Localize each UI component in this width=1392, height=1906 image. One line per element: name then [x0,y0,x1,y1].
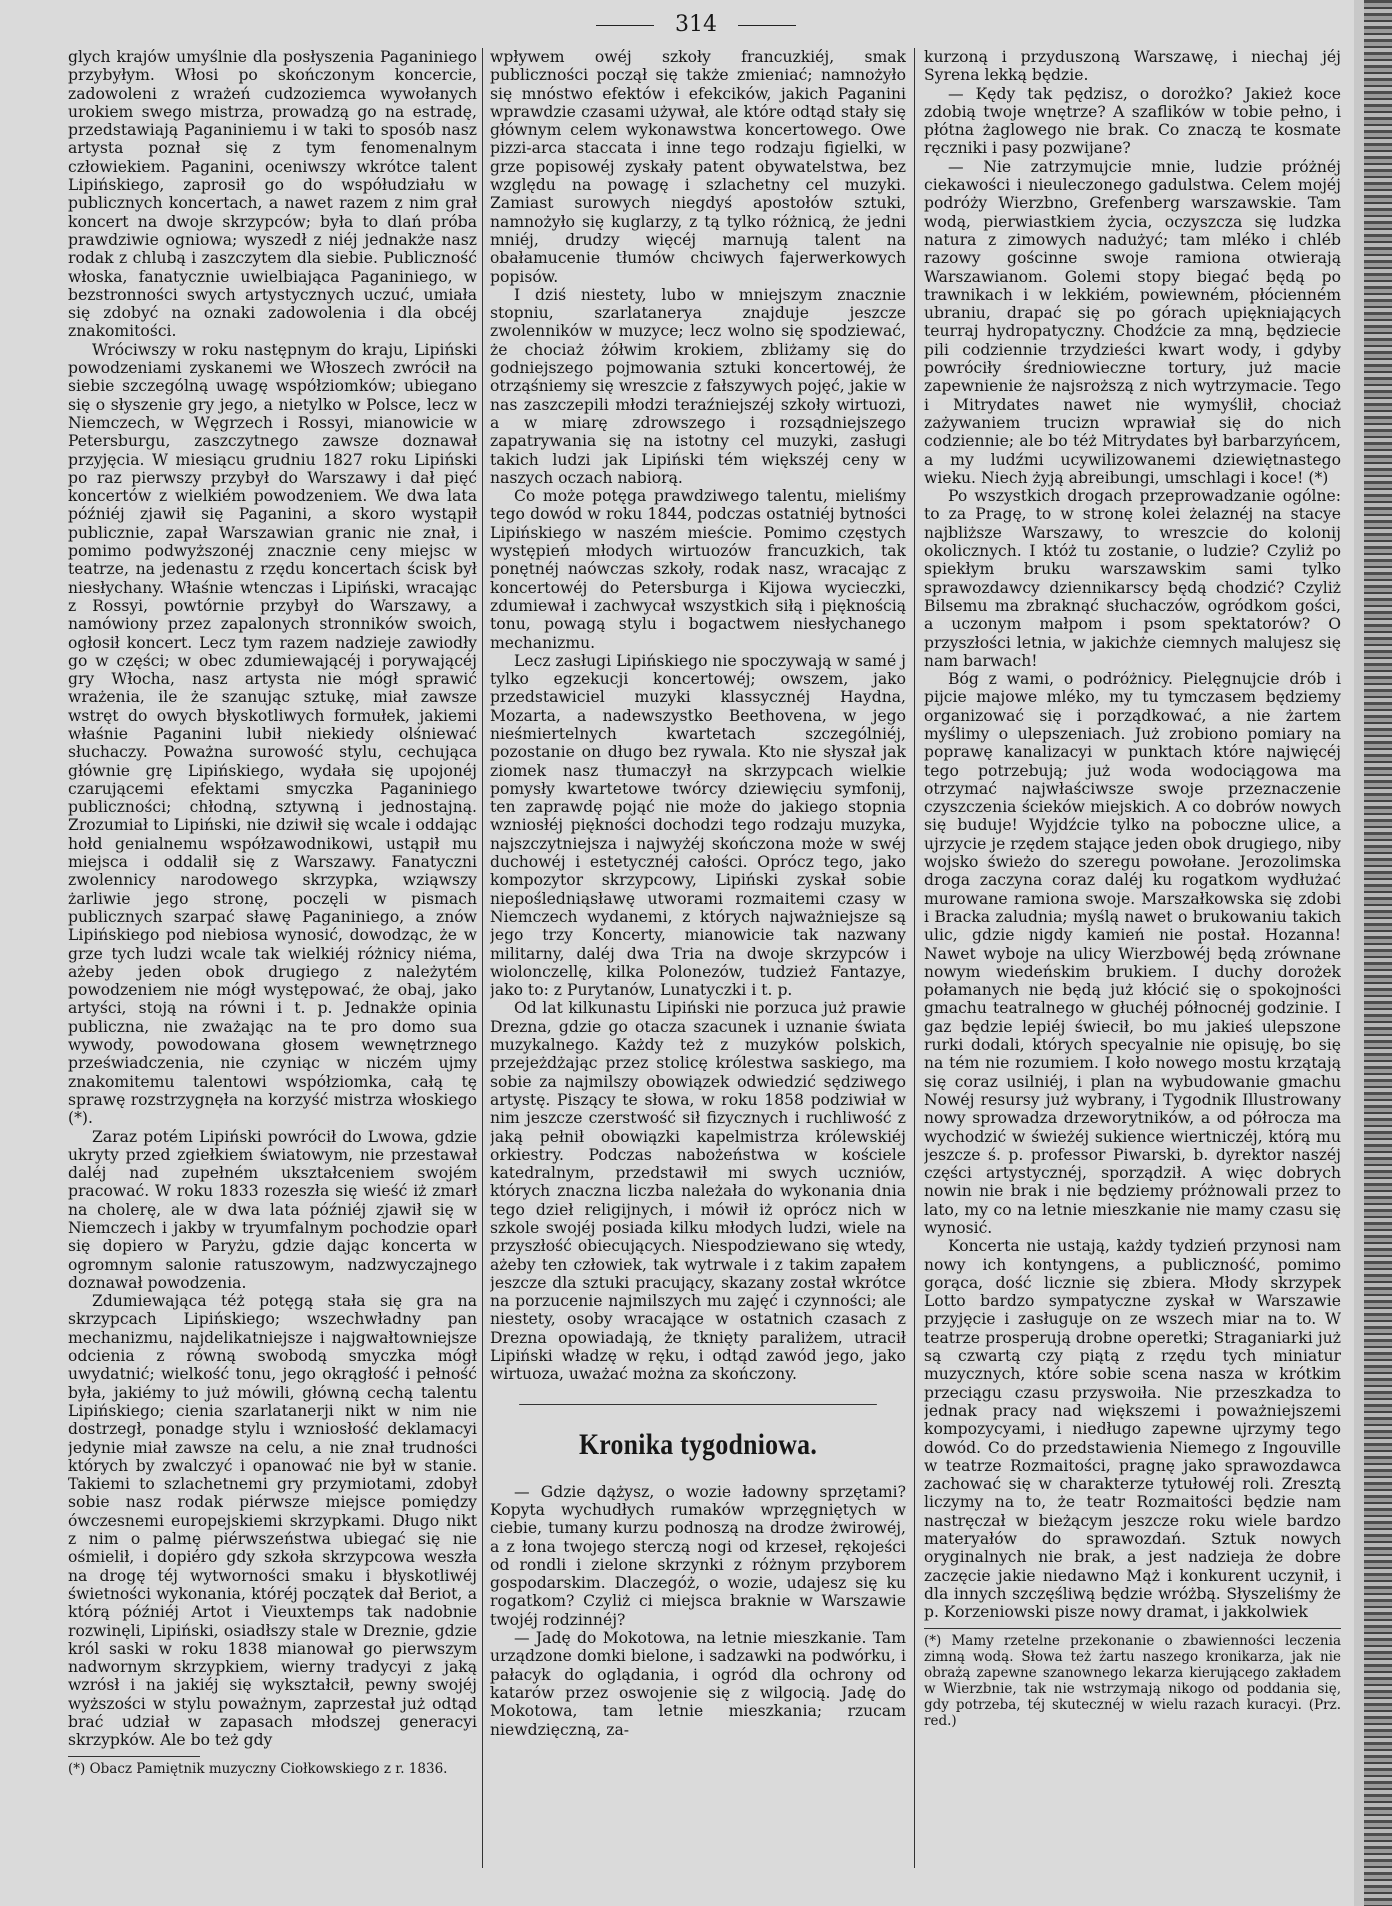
paragraph: wpływem owéj szkoły francuzkiéj, smak publiczności począł się także zmieniać; namnożyło się mnóstwo efektów i efekcików, jakich Paganini wprawdzie czasami używał, ale które odtąd stały się głównym celem wykonawstwa koncertowego. Owe pizzi-arca staccata i inne tego rodzaju figielki, w grze popisowéj zyskały patent obywatelstwa, bez względu na powagę i szlachetny cel muzyki. Zamiast surowych niegdyś apostołów sztuki, namnożyło się kuglarzy, z tą tylko różnicą, że jedni mniéj, drudzy więcéj marnują talent na obałamucenie tłumów chciwych fajerwerkowych popisów. [490,48,906,286]
paragraph: Od lat kilkunastu Lipiński nie porzuca już prawie Drezna, gdzie go otacza szacunek i uznanie świata muzykalnego. Każdy też z muzyków polskich, przejeżdżając przez stolicę królestwa saskiego, ma sobie za najmilszy obowiązek odwiedzić sędziwego artystę. Piszący te słowa, w roku 1858 podziwiał w nim jeszcze czerstwość sił fizycznych i ruchliwość z jaką pełnił obowiązki kapelmistrza królewskiéj orkiestry. Podczas nabożeństwa w kościele katedralnym, przedstawił mi swych uczniów, których znaczna liczba należała do wykonania dnia tego dzieł religijnych, i mówił iż oprócz nich w szkole swojéj posiada kilku młodych ludzi, wiele na przyszłość obiecujących. Niespodziewano się wtedy, ażeby ten człowiek, tak wytrwale i z takim zapałem jeszcze dla sztuki pracujący, skazany został wkrótce na porzucenie najmilszych mu zajęć i czynności; ale niestety, osoby wracające w ostatnich czasach z Drezna opowiadają, że tknięty paraliżem, utracił Lipiński władzę w ręku, i odtąd zawód jego, jako wirtuoza, uważać można za skończony. [490,999,906,1384]
paragraph: — Kędy tak pędzisz, o dorożko? Jakież koce zdobią twoje wnętrze? A szaflików w tobie pełno, i płótna żaglowego nie brak. Co znaczą te kosmate ręczniki i pasy pozwijane? [924,84,1341,158]
paragraph: Zdumiewająca téż potęgą stała się gra na skrzypcach Lipińskiego; wszechwładny pan mechanizmu, najdelikatniejsze i najgwałtowniejsze odcienia z równą swobodą smyczka mógł uwydatnić; wielkość tonu, jego okrągłość i pełność była, jakiémy to już mówili, główną cechą talentu Lipińskiego; cienia szarlatanerji nikt w nim nie dostrzegł, ponadge stylu i wzniosłość deklamacyi jedynie miał zawsze na celu, a nie znał trudności których by zwalczyć i opanować nie był w stanie. Takiemi to szlachetnemi gry przymiotami, zdobył sobie nasz rodak piérwsze miejsce pomiędzy ówczesnemi europejskiemi skrzypkami. Długo nikt z nim o palmę piérwszeństwa ubiegać się nie ośmielił, i dopiéro gdy szkoła skrzypcowa weszła na drogę téj wytworności smaku i błyskotliwéj świetności wykonania, któréj początek dał Beriot, a którą późniéj Artot i Vieuxtemps tak nadobnie rozwinęli, Lipiński, osiadłszy stale w Dreznie, gdzie król saski w roku 1838 mianował go pierwszym nadwornym skrzypkiem, wierny tradycyi z jaką wzrósł i na jakiéj się wykształcił, pewny swojéj wyższości w stylu poważnym, zaprzestał już odtąd brać udział w zapasach młodszej generacyi skrzypków. Ale bo też gdy [68,1292,477,1750]
header-dash-left [596,25,654,26]
paragraph: Wróciwszy w roku następnym do kraju, Lipiński powodzeniami zyskanemi we Włoszech zwrócił na siebie szczególną uwagę współziomków; ubiegano się o słyszenie gry jego, a nietylko w Polsce, lecz w Niemczech, w Węgrzech i Rossyi, mianowicie w Petersburgu, zaszczytnego zawsze doznawał przyjęcia. W miesiącu grudniu 1827 roku Lipiński po raz pierwszy przybył do Warszawy i dał pięć koncertów z wielkiém powodzeniem. We dwa lata późniéj zjawił się Paganini, a skoro wystąpił publicznie, zapał Warszawian granic nie znał, i pomimo podwyższonéj znacznie ceny miejsc w teatrze, na jedenastu z rzędu koncertach ścisk był niesłychany. Właśnie wtenczas i Lipiński, wracając z Rossyi, powtórnie przybył do Warszawy, a namówiony przez zapalonych stronników swoich, ogłosił koncert. Lecz tym razem nadzieje zawiodły go w części; w obec zdumiewającéj i porywającéj gry Włocha, nasz artysta nie mógł sprawić wrażenia, ile że szanując sztukę, miał zawsze wstręt do owych błyskotliwych formułek, jakiemi właśnie Paganini lubił niekiedy olśniewać słuchaczy. Poważna surowość stylu, cechująca głównie grę Lipińskiego, wydała się upojonéj czarującemi efektami smyczka Paganiniego publiczności; chłodną, sztywną i jednostajną. Zrozumiał to Lipiński, nie dziwił się wcale i oddając hołd genialnemu współzawodnikowi, ustąpił mu miejsca i oddalił się z Warszawy. Fanatyczni zwolennicy narodowego skrzypka, wziąwszy żarliwie jego stronę, poczęli w pismach publicznych szarpać sławę Paganiniego, a znów Lipińskiego pod niebiosa wynosić, dowodząc, że w grze tych ludzi wcale tak wielkiéj różnicy niéma, ażeby jeden obok drugiego z należytém powodzeniem nie mógł występować, że obaj, jako artyści, stoją na równi i t. p. Jednakże opinia publiczna, nie zważając na te pro domo sua wywody, powodowana głosem wewnętrznego przeświadczenia, nie czyniąc w niczém ujmy znakomitemu talentowi współziomka, całą tę sprawę rozstrzygnęła na korzyść mistrza włoskiego (*). [68,340,477,1128]
paragraph: Koncerta nie ustają, każdy tydzień przynosi nam nowy ich kontyngens, a publiczność, pomimo gorąca, dość licznie się zbiera. Młody skrzypek Lotto bardzo sympatyczne zyskał w Warszawie przyjęcie i zasługuje on ze wszech miar na to. W teatrze prosperują drobne operetki; Straganiarki już są czwartą czy piątą z rzędu tych miniatur muzycznych, które sobie scena nasza w krótkim przeciągu czasu przyswoiła. Nie przeszkadza to jednak pracy nad większemi i poważniejszemi kompozycyami, i niedługo zapewne ujrzymy tego dowód. Co do przedstawienia Niemego z Ingouville w teatrze Rozmaitości, pragnę jako sprawozdawca zachować się w charakterze tytułowéj roli. Zresztą liczymy na to, że teatr Rozmaitości będzie nam nastręczał w bieżącym jeszcze roku wiele bardzo materyałów do sprawozdań. Sztuk nowych oryginalnych nie brak, a jest nadzieja że dobre zaczęcie jakie niedawno Mąż i konkurent uczynił, i dla innych szczęśliwą będzie wróżbą. Słyszeliśmy że p. Korzeniowski pisze nowy dramat, i jakkolwiek [924,1237,1341,1622]
paragraph: Bóg z wami, o podróżnicy. Pielęgnujcie drób i pijcie majowe mléko, my tu tymczasem będziemy organizować się i porządkować, a nie żartem myślimy o ulepszeniach. Już zrobiono pomiary na poprawę kanalizacyi w punktach które najwięcéj tego potrzebują; już woda wodociągowa ma otrzymać najwłaściwsze swoje przeznaczenie czyszczenia ścieków miejskich. A co dobrów nowych się buduje! Wyjdźcie tylko na poboczne ulice, a ujrzycie je rzędem stające jeden obok drugiego, niby wojsko świeżo do szeregu powołane. Jerozolimska droga zaczyna coraz daléj ku rogatkom wydłużać murowane ramiona swoje. Marszałkowska się zdobi i Bracka zaludnia; myślą nawet o brukowaniu takich ulic, gdzie nigdy kamień nie postał. Hozanna! Nawet wyboje na ulicy Wierzbowéj będą zrównane nowym wiedeńskim brukiem. I duchy dorożek połamanych nie będą już kłócić się o spokojności gmachu teatralnego w głuchéj północnéj godzinie. I gaz będzie lepiéj świecił, bo mu jakieś ulepszone rurki dodali, których specyalnie nie opisuję, bo się na tém nie rozumiem. I koło nowego mostu krzątają się coraz usilniéj, i plan na wybudowanie gmachu Nowéj resursy już wybrany, i Tygodnik Illustrowany nowy sprowadza drzeworytników, a od półrocza ma wychodzić w świeżéj sukience wiertniczéj, którą mu jeszcze ś. p. professor Piwarski, b. dyrektor naszéj części artystycznéj, sporządził. A więc dobrych nowin nie brak i nie będziemy próżnowali przez to lato, my co na letnie mieszkanie nie mamy czasu się wynosić. [924,670,1341,1237]
column-divider-1 [482,48,483,1868]
header-dash-right [738,25,796,26]
paragraph: Lecz zasługi Lipińskiego nie spoczywają w samé j tylko egzekucji koncertowéj; owszem, jako przedstawiciel muzyki klassycznéj Haydna, Mozarta, a nadewszystko Beethovena, w jego nieśmiertelnych kwartetach szczególniéj, pozostanie on długo bez rywala. Kto nie słyszał jak ziomek nasz tłumaczył na skrzypcach wielkie pomysły kwartetowe twórcy dziewięciu symfonij, ten zaprawdę pojąć nie może do jakiego stopnia wzniosłéj piękności dochodzi tego rodzaju muzyka, najszczytniejsza i najwyżéj skończona może w swéj duchowéj i estetycznéj całości. Oprócz tego, jako kompozytor skrzypcowy, Lipiński zyskał sobie niepośledniąsławę utworami rozmaitemi czasy w Niemczech wydanemi, z których najważniejsze są jego trzy Koncerty, mianowicie tak nazwany militarny, daléj dwa Tria na dwoje skrzypców i wiolonczellę, kilka Polonezów, tudzież Fantazye, jako to: z Purytanów, Lunatyczki i t. p. [490,651,906,1000]
column-3 [924,48,1341,1900]
paragraph: I dziś niestety, lubo w mniejszym znacznie stopniu, szarlatanerya znajduje jeszcze zwolenników w muzyce; lecz wolno się spodziewać, że chociaż żółwim krokiem, zbliżamy się do godniejszego pojmowania sztuki koncertowéj, że otrząśniemy się wreszcie z fałszywych pojęć, jakie w nas zaszczepili młodzi teraźniejszéj szkoły wirtuozi, a w miarę zdrowszego i rozsądniejszego zapatrywania się na istotny cel muzyki, zasługi takich ludzi jak Lipiński tém większéj ceny w naszych oczach nabiorą. [490,285,906,487]
page-number: 314 [675,12,717,37]
paragraph: — Gdzie dążysz, o wozie ładowny sprzętami? Kopyta wychudłych rumaków wprzęgniętych w ciebie, tumany kurzu podnoszą na drodze żwirowéj, a z łona twojego sterczą nogi od krzeseł, rękojeści od rondli i zielone skrzynki z różnym przyborem gospodarskim. Dlaczegóż, o wozie, udajesz się ku rogatkom? Czyliż ci miejsca braknie w Warszawie twojéj rodzinnéj? [490,1482,906,1629]
paragraph: Zaraz potém Lipiński powrócił do Lwowa, gdzie ukryty przed zgiełkiem światowym, nie przestawał daléj nad zupełném ukształceniem swojém pracować. W roku 1833 rozeszła się wieść iż zmarł na cholerę, ale w dwa lata późniéj zjawił się w Niemczech i jakby w tryumfalnym pochodzie oparł się dopiero w Paryżu, gdzie dając koncerta w ogromnym salonie ratuszowym, nadzwyczajnego doznawał powodzenia. [68,1127,477,1292]
column-divider-2 [914,48,915,1868]
paragraph: — Nie zatrzymujcie mnie, ludzie próżnéj ciekawości i nieuleczonego gadulstwa. Celem mojéj podróży Wierzbno, Grefenberg warszawskie. Tam wodą, pierwiastkiem życia, oczyszcza się ludzka natura z zimowych nadużyć; tam mléko i chléb razowy gościnne swoje ramiona otwierają Warszawianom. Golemi stopy biegać będą po trawnikach i w lekkiém, powiewném, płócienném ubraniu, drapać się po górach upiękniających teurraj hydropatyczny. Chodźcie za mną, będziecie pili codziennie trzydzieści kwart wody, i gdyby powróciły średniowieczne tortury, już macie zapewnienie że najsroższą z nich wytrzymacie. Tego i Mitrydates nawet nie wymyślił, chociaż zażywaniem trucizn wprawiał się do nich codziennie; ale bo téż Mitrydates był barbarzyńcem, a my ludźmi ucywilizowanemi dziewiętnastego wieku. Niech żyją abreibungi, umschlagi i koce! (*) [924,157,1341,487]
paragraph: — Jadę do Mokotowa, na letnie mieszkanie. Tam urządzone domki bielone, i sadzawki na podwórku, i pałacyk do oglądania, i ogród dla ochrony od katarów przez oswojenie się z wilgocią. Jadę do Mokotowa, tam letnie mieszkania; rzucam niewdzięczną, za- [490,1629,906,1739]
adjacent-page-edge [1364,0,1392,1906]
footnote-rule [924,1628,1341,1629]
page-edge-margin [1354,0,1364,1906]
footnote: (*) Obacz Pamiętnik muzyczny Ciołkowskiego z r. 1836. [68,1760,448,1777]
page-header [0,8,1392,42]
footnote-rule [68,1756,200,1757]
paragraph: Po wszystkich drogach przeprowadzanie ogólne: to za Pragę, to w stronę kolei żelaznéj na stacye najbliższe Warszawy, to wreszcie do kolonij okolicznych. I któż tu zostanie, o ludzie? Czyliż po spiekłym bruku warszawskim sami tylko sprawozdawcy dziennikarscy będą chodzić? Czyliż Bilsemu ma zbraknąć słuchaczów, ogródkom gości, a uczonym małpom i psom spektatorów? O przyszłości letnia, w jakichże ciemnych malujesz się nam barwach! [924,487,1341,670]
paragraph: Co może potęga prawdziwego talentu, mieliśmy tego dowód w roku 1844, podczas ostatniéj bytności Lipińskiego w naszém mieście. Pomimo częstych występień młodych wirtuozów francuzkich, tak ponętnéj naówczas szkoły, rodak nasz, wracając z koncertowéj do Petersburga i Kijowa wycieczki, zdumiewał i zachwycał wszystkich siłą i pięknością tonu, powagą stylu i bogactwem niesłychanego mechanizmu. [490,487,906,652]
footnote: (*) Mamy rzetelne przekonanie o zbawienności leczenia zimną wodą. Słowa też żartu naszego kronikarza, jak nie obrażą zapewne szanownego lekarza kierującego zakładem w Wierzbnie, tak nie wstrzymają nikogo od poddania się, gdy potrzeba, téj skutecznéj w wielu razach kuracyi. (Prz. red.) [924,1632,1341,1730]
section-title: Kronika tygodniowa. [519,1404,877,1463]
column-2 [490,48,906,1900]
column-1 [68,48,477,1900]
paragraph: glych krajów umyślnie dla posłyszenia Paganiniego przybyłym. Włosi po skończonym koncercie, zadowoleni z wrażeń cudzoziemca wywołanych urokiem swego mistrza, prowadzą go na estradę, przedstawiają Paganiniemu i w taki to sposób nasz artysta poznał się z tym fenomenalnym człowiekiem. Paganini, oceniwszy wkrótce talent Lipińskiego, zaprosił go do współudziału w publicznych koncertach, a nawet razem z nim grał koncert na dwoje skrzypców; była to dlań próba prawdziwie ogniowa; wyszedł z niéj jednakże nasz rodak z chlubą i zaszczytem dla siebie. Publiczność włoska, fanatycznie uwielbiająca Paganiniego, w bezstronności swych artystycznych uczuć, umiała się zdobyć na oznaki zadowolenia i dla obcéj znakomitości. [68,48,477,341]
paragraph: kurzoną i przyduszoną Warszawę, i niechaj jéj Syrena lekką będzie. [924,48,1341,85]
